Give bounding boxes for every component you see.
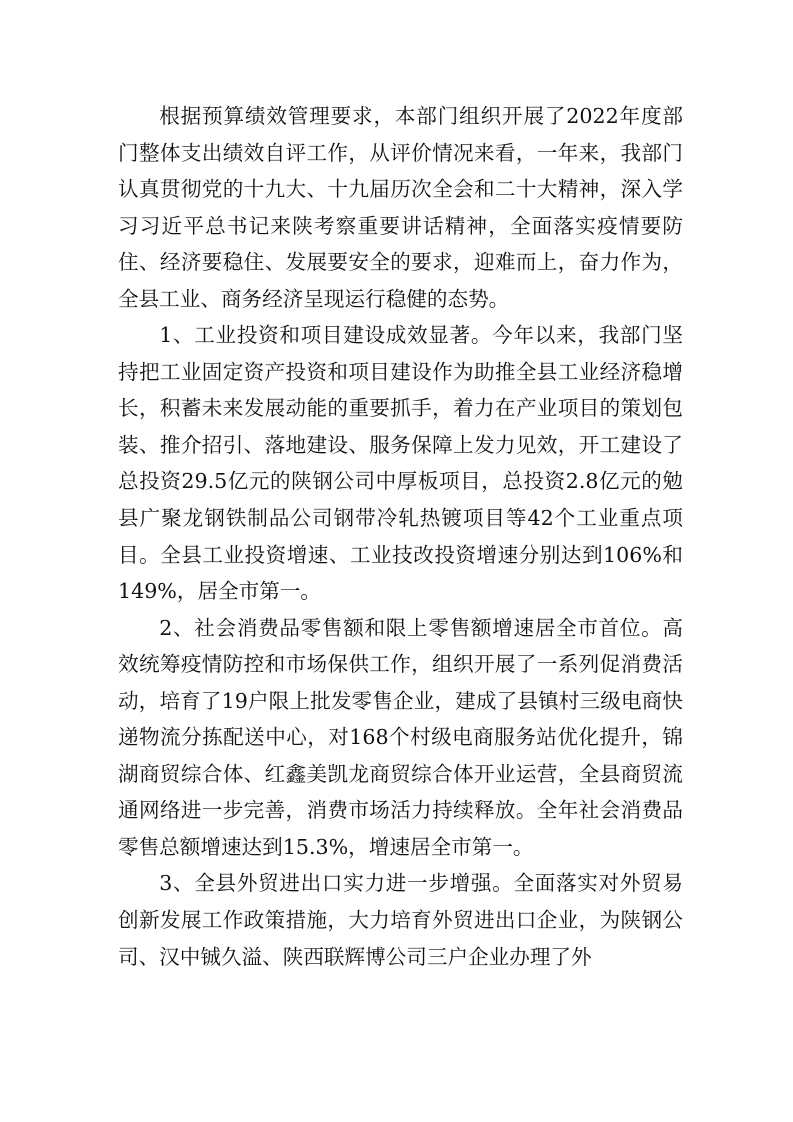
document-body	[118, 98, 683, 975]
paragraph-intro: 根据预算绩效管理要求，本部门组织开展了2022年度部门整体支出绩效自评工作，从评价情况来看，一年来，我部门认真贯彻党的十九大、十九届历次全会和二十大精神，深入学习习近平总书记来陕考察重要讲话精神，全面落实疫情要防住、经济要稳住、发展要安全的要求，迎难而上，奋力作为，全县工业、商务经济呈现运行稳健的态势。	[118, 104, 683, 311]
paragraph-industrial-investment: 1、工业投资和项目建设成效显著。今年以来，我部门坚持把工业固定资产投资和项目建设作为助推全县工业经济稳增长，积蓄未来发展动能的重要抓手，着力在产业项目的策划包装、推介招引、落地建设、服务保障上发力见效，开工建设了总投资29.5亿元的陕钢公司中厚板项目，总投资2.8亿元的勉县广聚龙钢铁制品公司钢带冷轧热镀项目等42个工业重点项目。全县工业投资增速、工业技改投资增速分别达到106%和149%，居全市第一。	[118, 323, 683, 604]
paragraph-retail-sales: 2、社会消费品零售额和限上零售额增速居全市首位。高效统筹疫情防控和市场保供工作，组织开展了一系列促消费活动，培育了19户限上批发零售企业，建成了县镇村三级电商快递物流分拣配送中心，对168个村级电商服务站优化提升，锦湖商贸综合体、红鑫美凯龙商贸综合体开业运营，全县商贸流通网络进一步完善，消费市场活力持续释放。全年社会消费品零售总额增速达到15.3%，增速居全市第一。	[118, 615, 683, 859]
paragraph-foreign-trade: 3、全县外贸进出口实力进一步增强。全面落实对外贸易创新发展工作政策措施，大力培育外贸进出口企业，为陕钢公司、汉中铖久溢、陕西联辉博公司三户企业办理了外	[118, 871, 683, 969]
